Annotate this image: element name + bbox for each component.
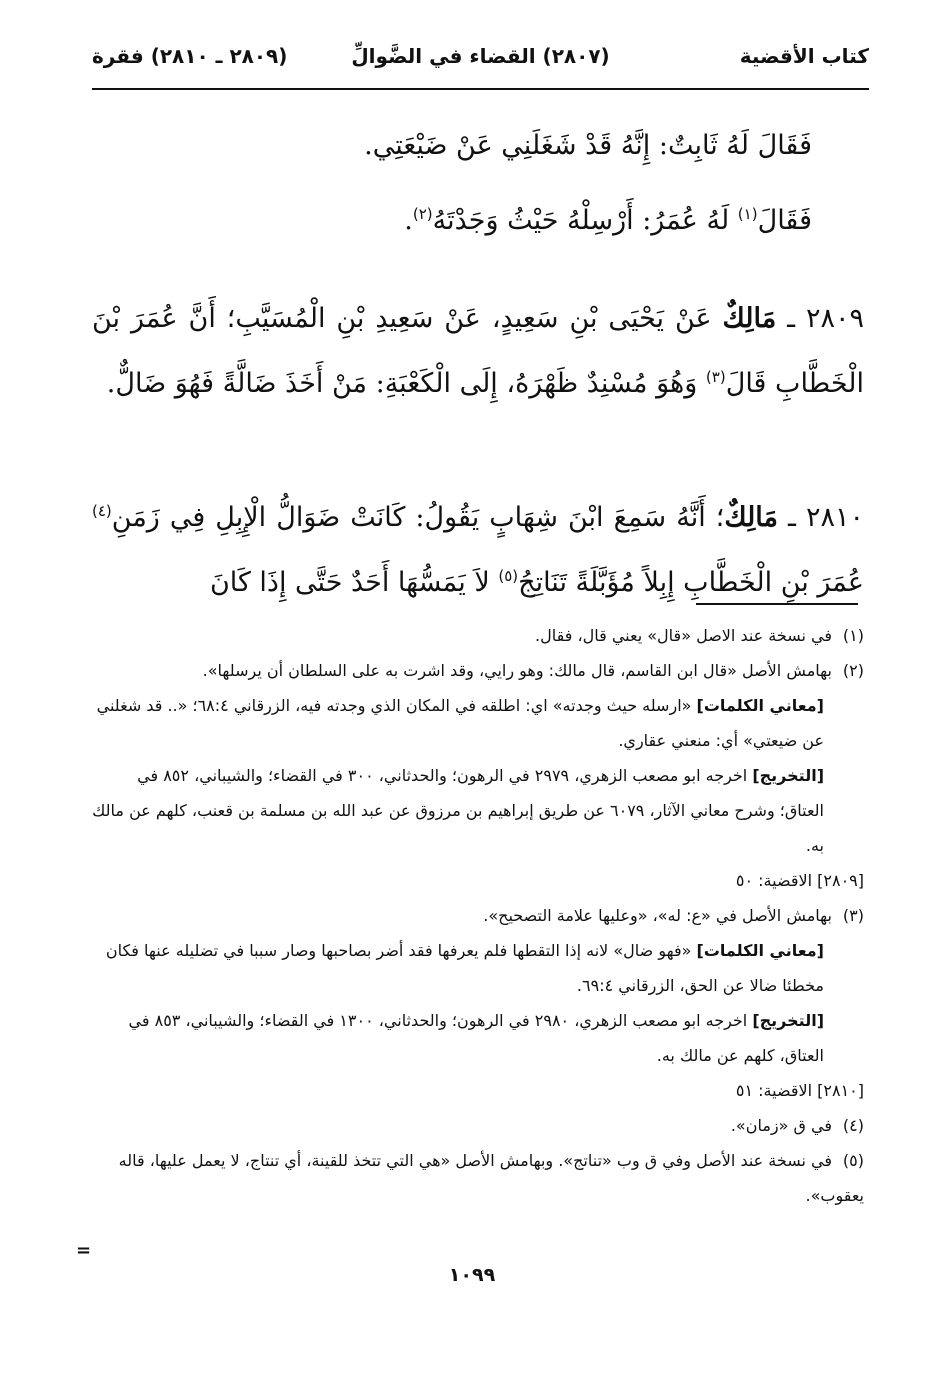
page-number: ١٠٩٩ bbox=[448, 1264, 496, 1286]
narrator-malik: مَالِكٌ bbox=[724, 502, 778, 533]
footnote-ref-4[interactable]: (٤) bbox=[92, 502, 112, 520]
takhrij-label: [التخريج] bbox=[752, 766, 824, 785]
footnote-text: بهامش الأصل في «ع: له»، «وعليها علامة التصحيح». bbox=[483, 906, 832, 925]
paragraph-2810-text-c: لاَ يَمَسُّهَا أَحَدٌ حَتَّى إِذَا كَانَ bbox=[209, 567, 499, 598]
takhrij-text: اخرجه ابو مصعب الزهري، ٢٩٨٠ في الرهون؛ والحدثاني، ١٣٠٠ في القضاء؛ والشيباني، ٨٥٣ في العتاق، كلهم عن مالك به. bbox=[128, 1011, 824, 1065]
header-book-title: كتاب الأقضية bbox=[739, 44, 869, 68]
footnote-number: (٥) bbox=[842, 1151, 864, 1170]
word-meanings-label: [معاني الكلمات] bbox=[696, 941, 824, 960]
paragraph-2810 bbox=[92, 482, 864, 612]
cross-reference-2809: [٢٨٠٩] الاقضية: ٥٠ bbox=[735, 871, 864, 890]
footnote-number: (٣) bbox=[842, 906, 864, 925]
footnote-2-word-meanings bbox=[92, 688, 864, 758]
cross-reference-2810: [٢٨١٠] الاقضية: ٥١ bbox=[735, 1081, 864, 1100]
footnote-number: (١) bbox=[842, 626, 864, 645]
paragraph-number-2810: ٢٨١٠ ـ bbox=[778, 502, 864, 533]
footnote-3-word-meanings bbox=[92, 933, 864, 1003]
paragraph-number-2809: ٢٨٠٩ ـ bbox=[776, 303, 864, 334]
footnote-text: في نسخة عند الأصل وفي ق وب «تناتج». وبهامش الأصل «هي التي تتخذ للقينة، أي تنتاج، لا يعمل عليها، قاله يعقوب». bbox=[118, 1151, 864, 1205]
footnote-2-takhrij bbox=[92, 758, 864, 863]
footnote-5 bbox=[92, 1143, 864, 1213]
header-chapter-title: (٢٨٠٧) القضاء في الضَّوالِّ bbox=[351, 44, 610, 68]
footnote-ref-1[interactable]: (١) bbox=[737, 205, 758, 223]
paragraph-2810-text-b: عُمَرَ بْنِ الْخَطَّابِ إِبِلاً مُؤَبَّلَةً تَنَاتِجُ bbox=[518, 567, 864, 598]
footnote-ref-5[interactable]: (٥) bbox=[498, 567, 519, 585]
paragraph-2809-text-a: عَنْ يَحْيَى بْنِ سَعِيدٍ، عَنْ سَعِيدِ بْنِ الْمُسَيَّبِ؛ أَنَّ عُمَرَ بْنَ الْخَطَّابِ قَالَ bbox=[92, 303, 864, 399]
footnote-text: في نسخة عند الاصل «قال» يعني قال، فقال. bbox=[535, 626, 832, 645]
continuation-mark: = bbox=[76, 1240, 92, 1261]
takhrij-text: اخرجه ابو مصعب الزهري، ٢٩٧٩ في الرهون؛ والحدثاني، ٣٠٠ في القضاء؛ والشيباني، ٨٥٢ في العتاق؛ وشرح معاني الآثار، ٦٠٧٩ عن طريق إبراهيم بن مرزوق عن عبد الله بن مسلمة بن قعنب، كلهم عن مالك به. bbox=[92, 766, 824, 855]
footnote-1 bbox=[92, 618, 864, 653]
footnote-number: (٤) bbox=[842, 1116, 864, 1135]
footnote-number: (٢) bbox=[842, 661, 864, 680]
footnote-3 bbox=[92, 898, 864, 933]
footnote-4 bbox=[92, 1108, 864, 1143]
text-line-2-a: فَقَالَ bbox=[757, 205, 812, 236]
paragraph-2809-text-b: وَهُوَ مُسْنِدٌ ظَهْرَهُ، إِلَى الْكَعْبَةِ: مَنْ أَخَذَ ضَالَّةً فَهُوَ ضَالٌّ. bbox=[106, 368, 706, 399]
running-header bbox=[92, 44, 869, 84]
footnote-3-takhrij bbox=[92, 1003, 864, 1073]
header-rule bbox=[92, 88, 869, 90]
word-meanings-text: «فهو ضال» لانه إذا التقطها فلم يعرفها فقد أضر بصاحبها وصار سببا في تضليله عنها فكان مخطئا ضالا عن الحق، الزرقاني ٦٩:٤. bbox=[105, 941, 824, 995]
footnote-ref-3[interactable]: (٣) bbox=[705, 368, 726, 386]
footnotes bbox=[92, 618, 864, 1213]
footnote-text: بهامش الأصل «قال ابن القاسم، قال مالك: وهو رايي، وقد اشرت به على السلطان أن يرسلها». bbox=[202, 661, 832, 680]
text-line-2-b: لَهُ عُمَرُ: أَرْسِلْهُ حَيْثُ وَجَدْتَهُ bbox=[432, 205, 738, 236]
word-meanings-text: «ارسله حيث وجدته» اي: اطلقه في المكان الذي وجدته فيه، الزرقاني ٦٨:٤؛ «.. قد شغلني عن ضيعتي» أي: منعني عقاري. bbox=[96, 696, 824, 750]
text-line-2 bbox=[92, 205, 864, 236]
footnote-ref-2[interactable]: (٢) bbox=[412, 205, 433, 223]
header-paragraph-range: (٢٨٠٩ ـ ٢٨١٠) فقرة bbox=[92, 44, 288, 68]
footnote-separator bbox=[696, 603, 858, 605]
takhrij-label: [التخريج] bbox=[752, 1011, 824, 1030]
paragraph-2809 bbox=[92, 290, 864, 413]
narrator-malik: مَالِكٌ bbox=[722, 303, 777, 334]
paragraph-2810-text-a: ؛ أَنَّهُ سَمِعَ ابْنَ شِهَابٍ يَقُولُ: كَانَتْ ضَوَالُّ الْإِبِلِ فِي زَمَنِ bbox=[111, 502, 725, 533]
text-line-2-end: . bbox=[404, 205, 413, 236]
footnote-text: في ق «زمان». bbox=[730, 1116, 832, 1135]
text-line-1 bbox=[92, 130, 864, 161]
footnote-2 bbox=[92, 653, 864, 688]
text-line-1-content: فَقَالَ لَهُ ثَابِتٌ: إِنَّهُ قَدْ شَغَلَنِي عَنْ ضَيْعَتِي. bbox=[364, 130, 812, 161]
word-meanings-label: [معاني الكلمات] bbox=[696, 696, 824, 715]
